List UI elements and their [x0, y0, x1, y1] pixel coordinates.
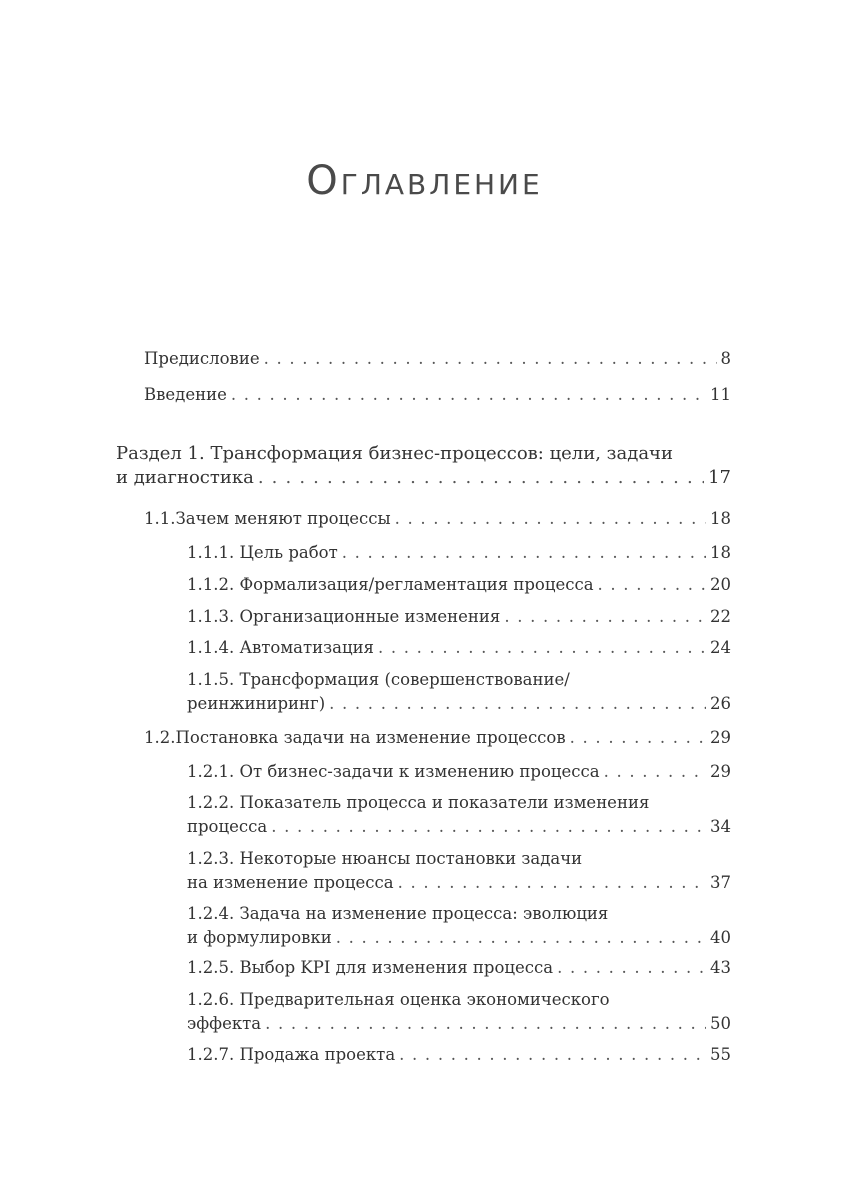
- page-title: Оглавление: [306, 158, 543, 204]
- toc-entry-1-1-4[interactable]: [187, 636, 731, 660]
- toc-page-number: 17: [708, 467, 731, 488]
- toc-entry-title: Зачем меняют процессы: [175, 509, 391, 528]
- toc-entry-title: и формулировки: [187, 928, 332, 947]
- toc-entry-title: 1.1.4. Автоматизация: [187, 638, 374, 657]
- toc-entry-title-line1: Раздел 1. Трансформация бизнес-процессов: цели, задачи: [116, 443, 673, 464]
- dot-leader: [264, 347, 717, 371]
- toc-entry-1-1-1[interactable]: [187, 541, 731, 565]
- dot-leader: [378, 636, 706, 660]
- toc-page-number: 43: [710, 958, 731, 977]
- toc-page-number: 50: [710, 1014, 731, 1033]
- dot-leader: [504, 605, 706, 629]
- toc-entry-title-line1: 1.2.6. Предварительная оценка экономического: [187, 990, 610, 1009]
- dot-leader: [399, 1043, 706, 1067]
- toc-entry-1-2-1[interactable]: [187, 760, 731, 784]
- toc-entry-title: и диагностика: [116, 467, 254, 488]
- toc-page-number: 24: [710, 638, 731, 657]
- toc-entry-section-1[interactable]: [116, 442, 731, 490]
- toc-entry-introduction[interactable]: [144, 383, 731, 407]
- toc-entry-title-line1: 1.2.3. Некоторые нюансы постановки задачи: [187, 849, 583, 868]
- dot-leader: [557, 956, 706, 980]
- toc-entry-title: Постановка задачи на изменение процессов: [175, 728, 566, 747]
- toc-page-number: 18: [710, 543, 731, 562]
- toc-entry-title: Предисловие: [144, 349, 260, 368]
- toc-page-number: 34: [710, 817, 731, 836]
- toc-entry-title: процесса: [187, 817, 268, 836]
- toc-entry-number: 1.2.: [144, 728, 176, 747]
- toc-entry-1-2-2[interactable]: [187, 791, 731, 839]
- dot-leader: [231, 383, 706, 407]
- dot-leader: [271, 815, 706, 839]
- toc-entry-title-line1: 1.1.5. Трансформация (совершенствование/: [187, 670, 570, 689]
- toc-entry-1-2-4[interactable]: [187, 902, 731, 950]
- toc-page-number: 29: [710, 762, 731, 781]
- toc-entry-title: 1.1.1. Цель работ: [187, 543, 338, 562]
- toc-entry-title: 1.1.3. Организационные изменения: [187, 607, 501, 626]
- toc-page-number: 8: [720, 349, 731, 368]
- toc-entry-1-2[interactable]: [144, 726, 731, 750]
- toc-page-number: 26: [710, 694, 731, 713]
- toc-entry-1-1-5[interactable]: [187, 668, 731, 716]
- toc-entry-title: 1.2.7. Продажа проекта: [187, 1045, 396, 1064]
- toc-entry-title: 1.1.2. Формализация/регламентация процесса: [187, 575, 594, 594]
- toc-page-number: 40: [710, 928, 731, 947]
- toc-entry-1-1-3[interactable]: [187, 605, 731, 629]
- toc-entry-1-2-3[interactable]: [187, 847, 731, 895]
- toc-entry-title: на изменение процесса: [187, 873, 394, 892]
- toc-entry-title: 1.2.5. Выбор KPI для изменения процесса: [187, 958, 554, 977]
- toc-entry-number: 1.1.: [144, 509, 176, 528]
- toc-entry-preface[interactable]: [144, 347, 731, 371]
- dot-leader: [598, 573, 706, 597]
- dot-leader: [398, 871, 706, 895]
- toc-entry-title: эффекта: [187, 1014, 262, 1033]
- toc-entry-title-line1: 1.2.2. Показатель процесса и показатели изменения: [187, 793, 650, 812]
- dot-leader: [395, 507, 706, 531]
- dot-leader: [258, 466, 704, 490]
- dot-leader: [329, 692, 706, 716]
- toc-entry-1-1[interactable]: [144, 507, 731, 531]
- dot-leader: [342, 541, 706, 565]
- dot-leader: [336, 926, 706, 950]
- toc-entry-title: реинжиниринг): [187, 694, 326, 713]
- dot-leader: [265, 1012, 706, 1036]
- toc-page-number: 29: [710, 728, 731, 747]
- toc-entry-title-line1: 1.2.4. Задача на изменение процесса: эволюция: [187, 904, 609, 923]
- toc-page-number: 20: [710, 575, 731, 594]
- dot-leader: [570, 726, 706, 750]
- toc-entry-1-2-5[interactable]: [187, 956, 731, 980]
- toc-page-number: 37: [710, 873, 731, 892]
- toc-page-number: 11: [710, 385, 731, 404]
- toc-page-number: 18: [710, 509, 731, 528]
- toc-entry-title: 1.2.1. От бизнес-задачи к изменению процесса: [187, 762, 600, 781]
- dot-leader: [604, 760, 706, 784]
- toc-entry-1-2-7[interactable]: [187, 1043, 731, 1067]
- toc-entry-1-2-6[interactable]: [187, 988, 731, 1036]
- toc-page-number: 22: [710, 607, 731, 626]
- toc-entry-title: Введение: [144, 385, 227, 404]
- toc-page-number: 55: [710, 1045, 731, 1064]
- toc-entry-1-1-2[interactable]: [187, 573, 731, 597]
